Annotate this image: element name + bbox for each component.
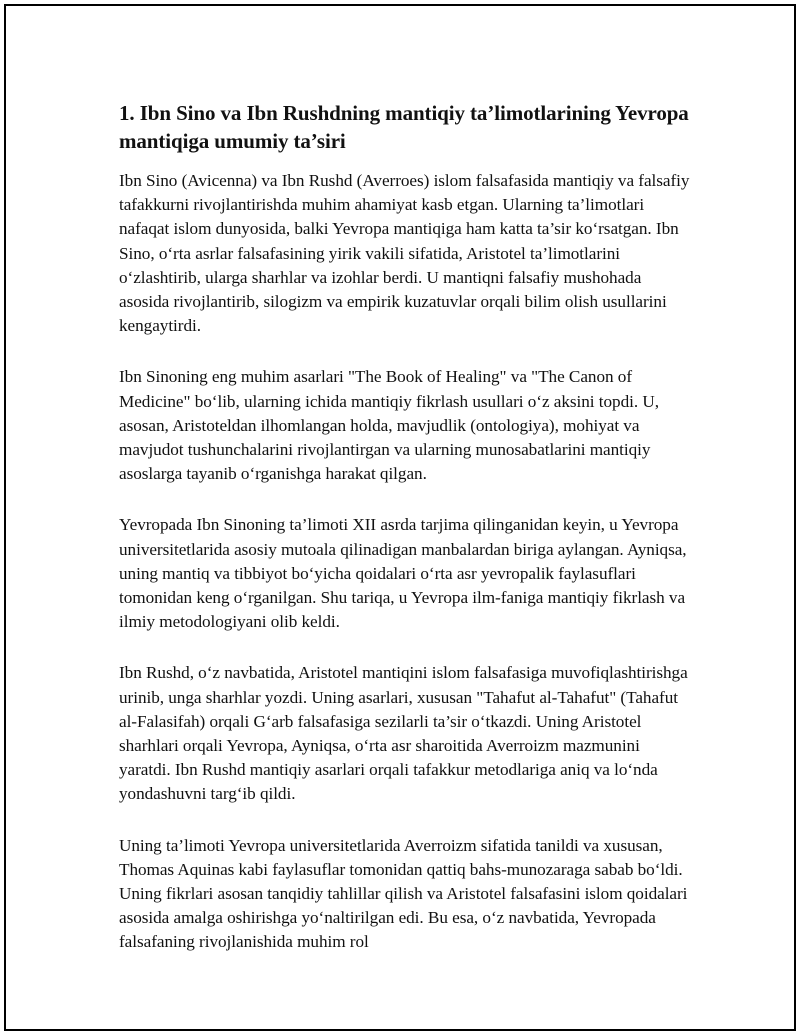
- paragraph-1: Ibn Sino (Avicenna) va Ibn Rushd (Averroes) islom falsafasida mantiqiy va falsafiy tafakkurni rivojlantirishda muhim ahamiyat kasb etgan. Ularning ta’limotlari nafaqat islom dunyosida, balki Yevropa mantiqiga ham katta ta’sir ko‘rsatgan. Ibn Sino, o‘rta asrlar falsafasining yirik vakili sifatida, Aristotel ta’limotlarini o‘zlashtirib, ularga sharhlar va izohlar berdi. U mantiqni falsafiy mushohada asosida rivojlantirib, silogizm va empirik kuzatuvlar orqali bilim olish usullarini kengaytirdi.: [119, 171, 690, 336]
- paragraph-2: Ibn Sinoning eng muhim asarlari "The Book of Healing" va "The Canon of Medicine" bo‘lib, ularning ichida mantiqiy fikrlash usullari o‘z aksini topdi. U, asosan, Aristoteldan ilhomlangan holda, mavjudlik (ontologiya), mohiyat va mavjudot tushunchalarini rivojlantirgan va ularning munosabatlarini mantiqiy asoslarga tayanib o‘rganishga harakat qilgan.: [119, 367, 659, 484]
- paragraph-3: Yevropada Ibn Sinoning ta’limoti XII asrda tarjima qilinganidan keyin, u Yevropa universitetlarida asosiy mutoala qilinadigan manbalardan biriga aylangan. Ayniqsa, uning mantiq va tibbiyot bo‘yicha qoidalari o‘rta asr yevropalik faylasuflari tomonidan keng o‘rganilgan. Shu tariqa, u Yevropa ilm-faniga mantiqiy fikrlash va ilmiy metodologiyani olib keldi.: [119, 515, 687, 632]
- document-body: [119, 99, 694, 982]
- paragraph-4: Ibn Rushd, o‘z navbatida, Aristotel mantiqini islom falsafasiga muvofiqlashtirishga urinib, unga sharhlar yozdi. Uning asarlari, xususan "Tahafut al-Tahafut" (Tahafut al-Falasifah) orqali G‘arb falsafasiga sezilarli ta’sir o‘tkazdi. Uning Aristotel sharhlari orqali Yevropa, Ayniqsa, o‘rta asr sharoitida Averroizm mazmunini yaratdi. Ibn Rushd mantiqiy asarlari orqali tafakkur metodlariga aniq va lo‘nda yondashuvni targ‘ib qildi.: [119, 663, 688, 804]
- document-page: [4, 4, 796, 1031]
- section-heading: 1. Ibn Sino va Ibn Rushdning mantiqiy ta’limotlarining Yevropa mantiqiga umumiy ta’siri: [119, 101, 689, 153]
- paragraph-5: Uning ta’limoti Yevropa universitetlarida Averroizm sifatida tanildi va xususan, Thomas Aquinas kabi faylasuflar tomonidan qattiq bahs-munozaraga sabab bo‘ldi. Uning fikrlari asosan tanqidiy tahlillar qilish va Aristotel falsafasini islom qoidalari asosida amalga oshirishga yo‘naltirilgan edi. Bu esa, o‘z navbatida, Yevropada falsafaning rivojlanishida muhim rol: [119, 835, 688, 952]
